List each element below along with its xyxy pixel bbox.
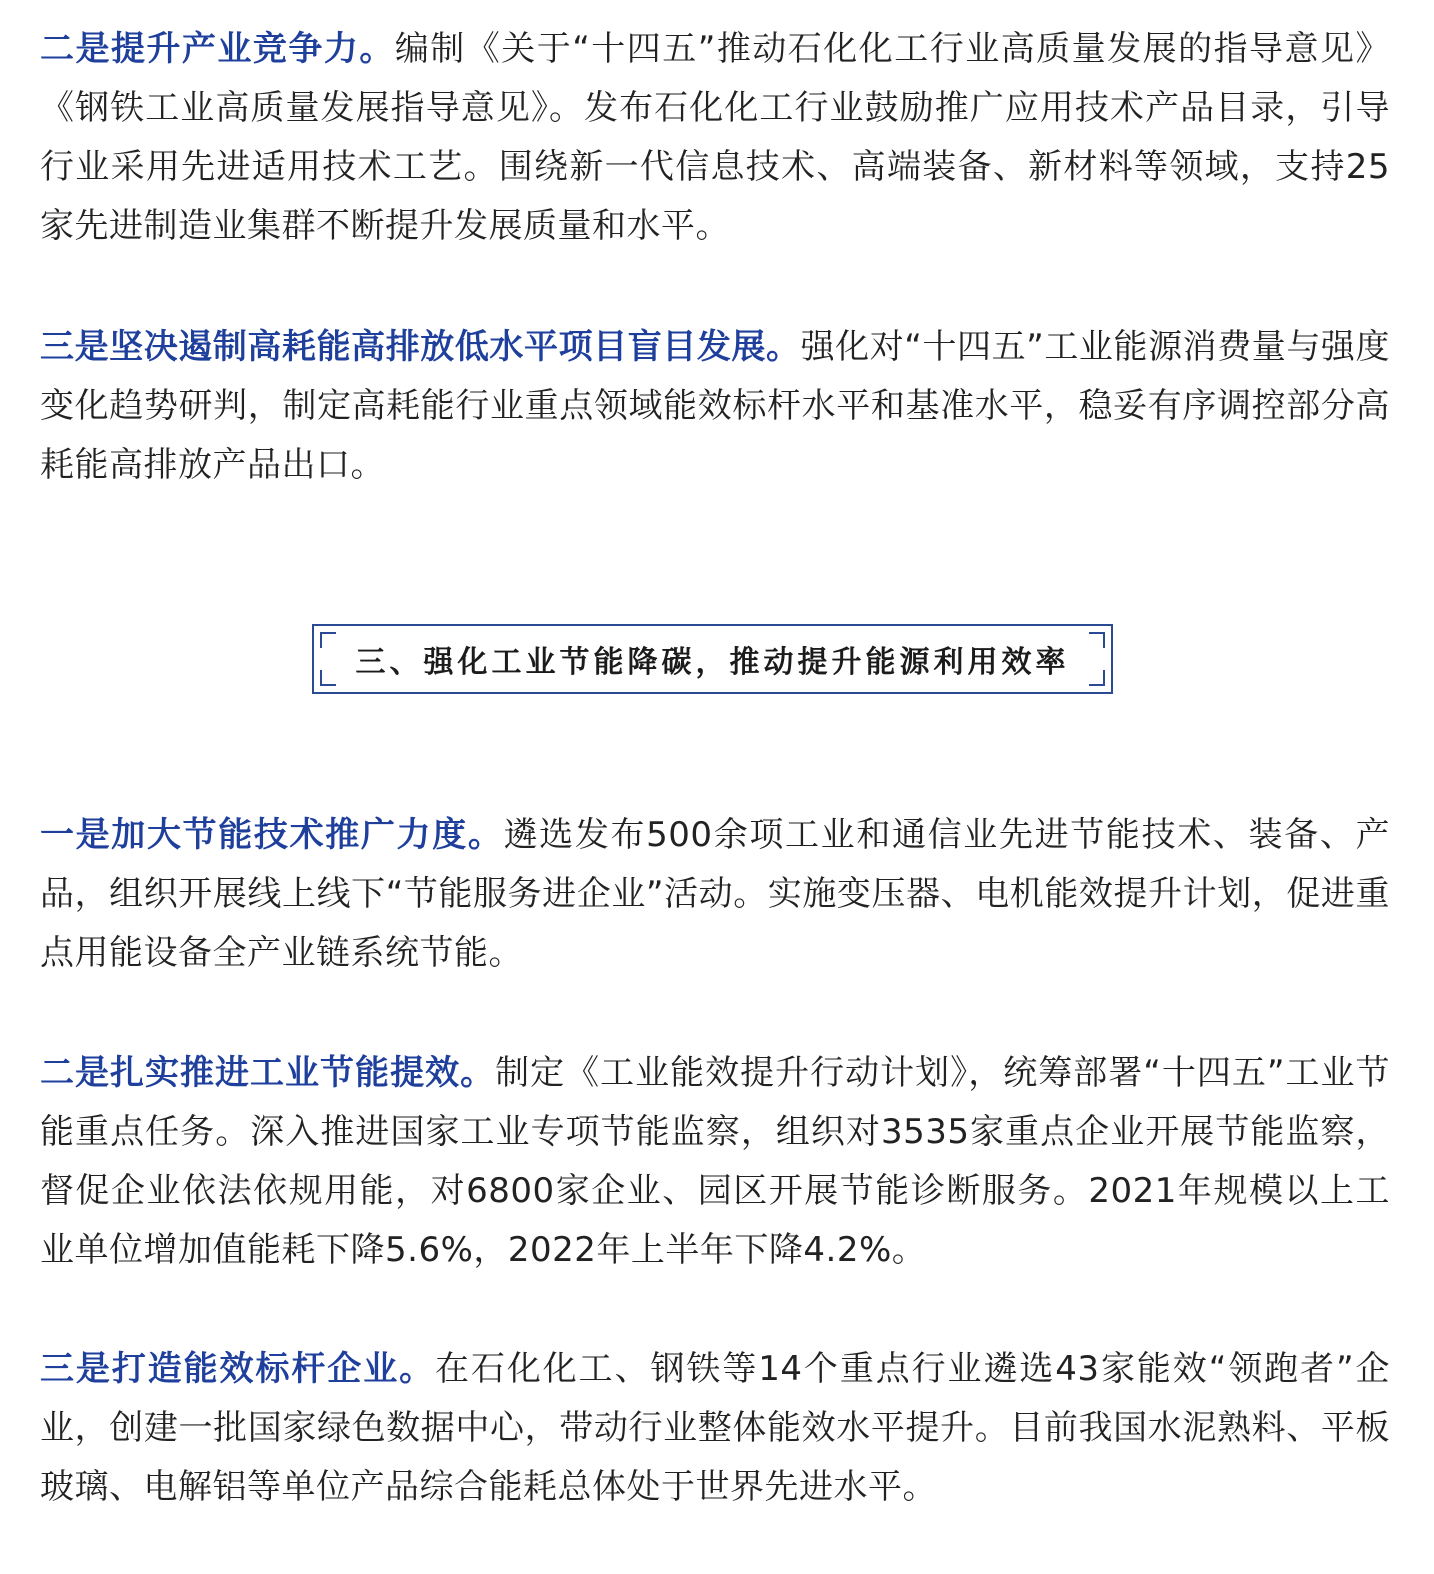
paragraph-body: 强化对“十四五”工业能源消费量与强度变化趋势研判，制定高耗能行业重点领域能效标杆水平和基准水平，稳妥有序调控部分高耗能高排放产品出口。: [40, 327, 1390, 485]
corner-decoration: [320, 632, 336, 648]
paragraph-energy-saving-tech: [40, 806, 1390, 983]
paragraph-lead: 三是坚决遏制高耗能高排放低水平项目盲目发展。: [40, 327, 801, 367]
section-heading: [312, 624, 1113, 694]
paragraph-body: 在石化化工、钢铁等14个重点行业遴选43家能效“领跑者”企业，创建一批国家绿色数据中心，带动行业整体能效水平提升。目前我国水泥熟料、平板玻璃、电解铝等单位产品综合能耗总体处于世界先进水平。: [40, 1349, 1390, 1507]
paragraph-industry-competitiveness: [40, 20, 1390, 256]
paragraph-body: 遴选发布500余项工业和通信业先进节能技术、装备、产品，组织开展线上线下“节能服务进企业”活动。实施变压器、电机能效提升计划，促进重点用能设备全产业链系统节能。: [40, 815, 1390, 973]
paragraph-lead: 三是打造能效标杆企业。: [40, 1349, 436, 1389]
paragraph-body: 制定《工业能效提升行动计划》，统筹部署“十四五”工业节能重点任务。深入推进国家工业专项节能监察，组织对3535家重点企业开展节能监察，督促企业依法依规用能，对6800家企业、园区开展节能诊断服务。2021年规模以上工业单位增加值能耗下降5.6%，2022年上半年下降4.2%。: [40, 1053, 1390, 1270]
paragraph-lead: 一是加大节能技术推广力度。: [40, 815, 504, 855]
paragraph-lead: 二是扎实推进工业节能提效。: [40, 1053, 496, 1093]
corner-decoration: [1089, 670, 1105, 686]
paragraph-body: 编制《关于“十四五”推动石化化工行业高质量发展的指导意见》《钢铁工业高质量发展指导意见》。发布石化化工行业鼓励推广应用技术产品目录，引导行业采用先进适用技术工艺。围绕新一代信息技术、高端装备、新材料等领域，支持25家先进制造业集群不断提升发展质量和水平。: [40, 29, 1390, 246]
paragraph-curb-high-emission-projects: [40, 318, 1390, 495]
paragraph-benchmark-enterprises: [40, 1340, 1390, 1517]
section-heading-text: 三、强化工业节能降碳，推动提升能源利用效率: [355, 645, 1070, 680]
corner-decoration: [320, 670, 336, 686]
corner-decoration: [1089, 632, 1105, 648]
paragraph-lead: 二是提升产业竞争力。: [40, 29, 395, 69]
paragraph-industrial-efficiency: [40, 1044, 1390, 1280]
